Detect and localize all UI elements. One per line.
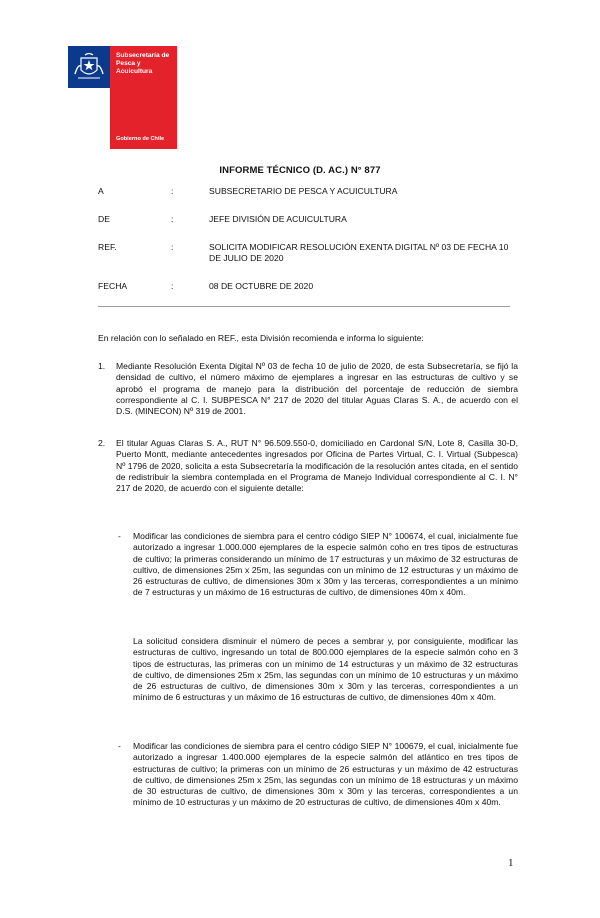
dash-bullet: - [118, 531, 121, 541]
meta-label: A [98, 186, 104, 196]
item-number: 1. [98, 361, 106, 371]
meta-value: SOLICITA MODIFICAR RESOLUCIÓN EXENTA DIGITAL Nº 03 DE FECHA 10 DE JULIO DE 2020 [209, 242, 509, 263]
page-number: 1 [508, 857, 514, 869]
item-number: 2. [98, 438, 106, 448]
meta-colon: : [171, 242, 174, 252]
coat-of-arms-icon [72, 52, 106, 82]
item-text: Mediante Resolución Exenta Digital Nº 03 de fecha 10 de julio de 2020, de esta Subsecretaría, se fijó la densidad de cultivo, el número máximo de ejemplares a ingresar en las estructuras de cultivo y se aprobó el programa de manejo para la distribución del porcentaje de reducción de siembra correspondiente al C. I. SUBPESCA N° 217 de 2020 del titular Aguas Claras S. A., de acuerdo con el D.S. (MINECON) Nº 319 de 2001. [116, 361, 518, 417]
meta-colon: : [171, 281, 174, 291]
dash-item-text: Modificar las condiciones de siembra para el centro código SIEP N° 100674, el cual, inicialmente fue autorizado a ingresar 1.000.000 ejemplares de la especie salmón coho en tres tipos de estructuras de cultivo; la primeras considerando un mínimo de 17 estructuras y un máximo de 32 estructuras de cultivo, de dimensiones 25m x 25m, las segundas con un mínimo de 12 estructuras y un máximo de 26 estructuras de cultivo, de dimensiones 30m x 30m y las terceras, correspondientes a un mínimo de 7 estructuras y un máximo de 16 estructuras de cultivo, de dimensiones 40m x 40m. [133, 531, 518, 598]
item-text: El titular Aguas Claras S. A., RUT N° 96.509.550-0, domiciliado en Cardonal S/N, Lote 8, Casilla 30-D, Puerto Montt, mediante antecedentes ingresados por Oficina de Partes Virtual, C. I. Virtual (Subpesca) Nº 1796 de 2020, solicita a esta Subsecretaría la modificación de la resolución antes citada, en el sentido de redistribuir la siembra contemplada en el Programa de Manejo Individual correspondiente al C. I. N° 217 de 2020, de acuerdo con el siguiente detalle: [116, 438, 518, 494]
meta-colon: : [171, 186, 174, 196]
intro-paragraph: En relación con lo señalado en REF., esta División recomienda e informa lo siguiente: [98, 333, 424, 343]
dash-item-text: Modificar las condiciones de siembra para el centro código SIEP N° 100679, el cual, inicialmente fue autorizado a ingresar 1.400.000 ejemplares de la especie salmón del atlántico en tres tipos de estructuras de cultivo; la primeras con un mínimo de 26 estructuras y un máximo de 42 estructuras de cultivo, de dimensiones 25m x 25m, las segundas con un mínimo de 18 estructuras y un máximo de 30 estructuras de cultivo, de dimensiones 30m x 30m y las terceras, correspondientes a un mínimo de 10 estructuras y un máximo de 20 estructuras de cultivo, de dimensiones 40m x 40m. [133, 741, 518, 808]
dash-bullet: - [118, 741, 121, 751]
meta-label: REF. [98, 242, 117, 252]
meta-value: SUBSECRETARIO DE PESCA Y ACUICULTURA [209, 186, 398, 196]
meta-label: FECHA [98, 281, 128, 291]
institution-logo [68, 46, 177, 149]
logo-blue-block [68, 46, 110, 88]
dash-item-text: La solicitud considera disminuir el número de peces a sembrar y, por consiguiente, modificar las estructuras de cultivo, ingresando un total de 800.000 ejemplares de la especie salmón coho en 3 tipos de estructuras, las primeras con un mínimo de 14 estructuras y un máximo de 32 estructuras de cultivo, de dimensiones 25m x 25m, las segundas con un mínimo de 10 estructuras y un máximo de 26 estructuras de cultivo, de dimensiones 30m x 30m y las terceras, correspondientes a un mínimo de 6 estructuras y un máximo de 16 estructuras de cultivo, de dimensiones 40m x 40m. [133, 636, 518, 703]
header-divider [98, 306, 510, 307]
meta-value: JEFE DIVISIÓN DE ACUICULTURA [209, 214, 347, 224]
logo-title: Subsecretaría de Pesca y Acuicultura [116, 52, 170, 75]
document-title: INFORME TÉCNICO (D. AC.) N° 877 [219, 165, 381, 176]
meta-value: 08 DE OCTUBRE DE 2020 [209, 281, 314, 291]
meta-label: DE [98, 214, 110, 224]
logo-footer: Gobierno de Chile [116, 136, 165, 142]
meta-colon: : [171, 214, 174, 224]
